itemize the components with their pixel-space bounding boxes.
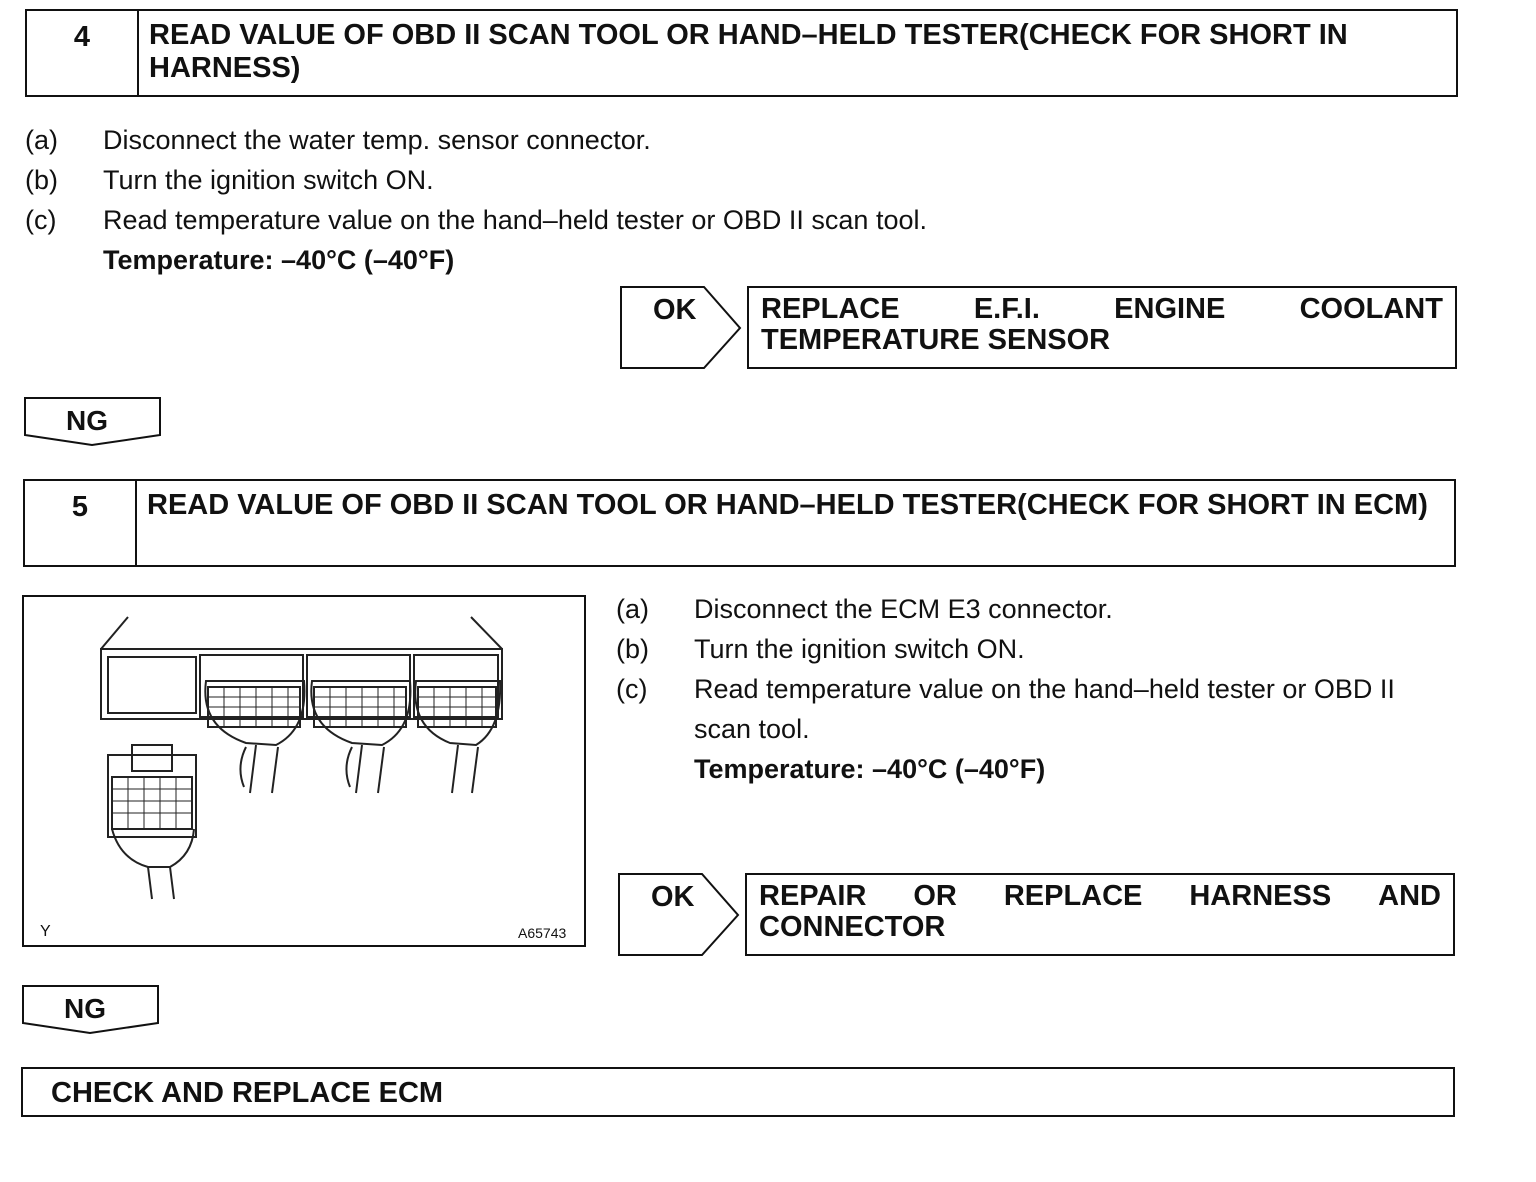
step-5-instructions xyxy=(616,589,1458,789)
result-word: COOLANT xyxy=(1299,293,1443,325)
instruction-text: Read temperature value on the hand–held tester or OBD II scan tool. xyxy=(103,205,927,235)
instruction-text: Disconnect the ECM E3 connector. xyxy=(694,594,1113,624)
result-word: AND xyxy=(1378,880,1441,912)
step-5-header xyxy=(23,479,1456,567)
temperature-spec: Temperature: –40°C (–40°F) xyxy=(694,754,1046,784)
instruction-row xyxy=(25,160,1225,200)
instruction-row xyxy=(616,669,1458,749)
ok-label: OK xyxy=(651,881,695,913)
instruction-label: (c) xyxy=(616,674,648,704)
step-4-ok-result xyxy=(747,286,1457,369)
step-5-title: READ VALUE OF OBD II SCAN TOOL OR HAND–HELD TESTER(CHECK FOR SHORT IN ECM) xyxy=(147,489,1428,521)
instruction-label: (a) xyxy=(25,125,58,155)
ok-label: OK xyxy=(653,294,697,326)
figure-corner-label: Y xyxy=(40,923,51,940)
step-4-number: 4 xyxy=(27,11,139,95)
result-word: ENGINE xyxy=(1114,293,1226,325)
ng-label: NG xyxy=(66,405,108,436)
step-4-title: READ VALUE OF OBD II SCAN TOOL OR HAND–HELD TESTER(CHECK FOR SHORT IN HARNESS) xyxy=(149,19,1348,84)
ecm-connector-figure xyxy=(22,595,586,947)
ng-label: NG xyxy=(64,993,106,1024)
instruction-label: (a) xyxy=(616,594,649,624)
final-action-text: CHECK AND REPLACE ECM xyxy=(51,1077,444,1109)
instruction-text: Turn the ignition switch ON. xyxy=(103,165,434,195)
instruction-text: Disconnect the water temp. sensor connector. xyxy=(103,125,651,155)
result-word: OR xyxy=(913,880,957,912)
result-word: E.F.I. xyxy=(973,293,1040,325)
result-line-2: CONNECTOR xyxy=(759,911,946,943)
step-5-ng-tab xyxy=(22,985,160,1035)
result-line-1 xyxy=(761,294,1443,325)
instruction-label: (b) xyxy=(25,165,58,195)
final-action-box xyxy=(21,1067,1455,1117)
result-line-1 xyxy=(759,881,1441,912)
result-word: REPAIR xyxy=(759,880,867,912)
temperature-spec: Temperature: –40°C (–40°F) xyxy=(103,245,455,275)
result-word: REPLACE xyxy=(1003,880,1143,912)
step-5-ok-flag xyxy=(618,873,740,957)
step-4-ng-tab xyxy=(24,397,162,447)
instruction-row xyxy=(616,629,1458,669)
step-5-number: 5 xyxy=(25,481,137,565)
step-4-header xyxy=(25,9,1458,97)
step-4-ok-flag xyxy=(620,286,742,370)
instruction-row xyxy=(25,200,1225,240)
instruction-row xyxy=(25,120,1225,160)
result-word: HARNESS xyxy=(1189,880,1332,912)
instruction-label: (c) xyxy=(25,205,57,235)
result-line-2: TEMPERATURE SENSOR xyxy=(761,324,1111,356)
ecm-connector-illustration xyxy=(24,597,584,945)
instruction-label: (b) xyxy=(616,634,649,664)
instruction-text: Turn the ignition switch ON. xyxy=(694,634,1025,664)
instruction-text: Read temperature value on the hand–held tester or OBD II scan tool. xyxy=(694,674,1395,744)
figure-code: A65743 xyxy=(518,925,567,941)
instruction-row xyxy=(616,589,1458,629)
step-5-ok-result xyxy=(745,873,1455,956)
step-4-instructions xyxy=(25,120,1225,280)
result-word: REPLACE xyxy=(761,293,900,325)
